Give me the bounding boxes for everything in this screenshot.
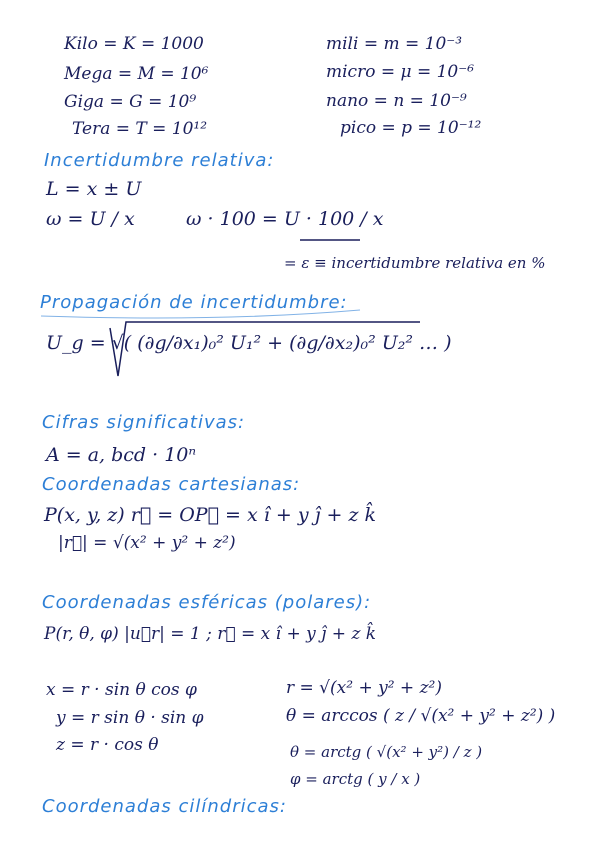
eq-measurement: L = x ± U — [46, 178, 142, 200]
eq-spherical-theta-arccos: θ = arccos ( z / √(x² + y² + z²) ) — [286, 706, 556, 726]
eq-spherical-theta-arctg: θ = arctg ( √(x² + y²) / z ) — [290, 743, 483, 761]
prefix-mega: Mega = M = 10⁶ — [64, 64, 209, 84]
prefix-kilo: Kilo = K = 1000 — [64, 34, 204, 54]
eq-spherical-r: r = √(x² + y² + z²) — [286, 678, 442, 698]
prefix-pico: pico = p = 10⁻¹² — [340, 118, 482, 138]
eq-spherical-z: z = r · cos θ — [56, 735, 159, 755]
eq-spherical-point: P(r, θ, φ) |u⃗r| = 1 ; r⃗ = x î + y ĵ + z k̂ — [44, 624, 377, 644]
eq-spherical-x: x = r · sin θ cos φ — [46, 680, 197, 700]
eq-epsilon: = ε ≡ incertidumbre relativa en % — [284, 254, 546, 272]
heading-cartesian: Coordenadas cartesianas: — [42, 474, 301, 495]
eq-cartesian-vector: P(x, y, z) r⃗ = OP⃗ = x î + y ĵ + z k̂ — [44, 504, 377, 526]
eq-spherical-y: y = r sin θ · sin φ — [56, 708, 204, 728]
eq-significant-figures: A = a, bcd · 10ⁿ — [46, 444, 197, 466]
eq-cartesian-modulus: |r⃗| = √(x² + y² + z²) — [58, 533, 236, 553]
eq-spherical-phi: φ = arctg ( y / x ) — [290, 770, 421, 788]
eq-propagation: U_g = √( (∂g/∂x₁)₀² U₁² + (∂g/∂x₂)₀² U₂² … ) — [46, 332, 452, 354]
prefix-nano: nano = n = 10⁻⁹ — [326, 91, 467, 111]
heading-significant-figures: Cifras significativas: — [42, 412, 246, 433]
heading-cylindrical: Coordenadas cilíndricas: — [42, 796, 287, 817]
heading-propagation: Propagación de incertidumbre: — [40, 292, 348, 313]
eq-omega: ω = U / x — [46, 208, 135, 230]
eq-omega-percent: ω · 100 = U · 100 / x — [186, 208, 384, 230]
prefix-mili: mili = m = 10⁻³ — [326, 34, 463, 54]
prefix-giga: Giga = G = 10⁹ — [64, 92, 197, 112]
heading-relative-uncertainty: Incertidumbre relativa: — [44, 150, 275, 171]
prefix-tera: Tera = T = 10¹² — [72, 119, 208, 139]
heading-spherical: Coordenadas esféricas (polares): — [42, 592, 372, 613]
prefix-micro: micro = μ = 10⁻⁶ — [326, 62, 475, 82]
